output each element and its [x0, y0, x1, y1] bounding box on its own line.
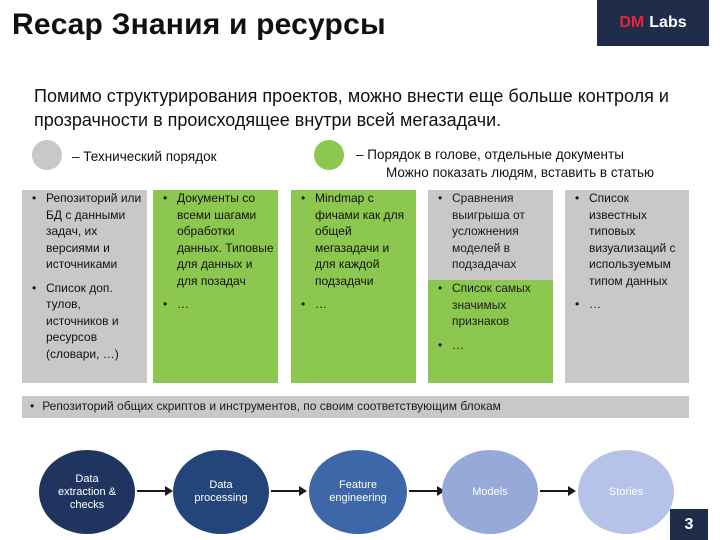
page-number: 3: [670, 509, 708, 540]
shared-scripts-text: Репозиторий общих скриптов и инструментов, по своим соответствующим блокам: [42, 399, 501, 413]
page-title: Recap Знания и ресурсы: [12, 8, 386, 41]
list-item: • Репозиторий или БД с данными задач, их версиями и источниками: [30, 190, 143, 273]
intro-paragraph: Помимо структурирования проектов, можно внести еще больше контроля и прозрачности в происходящее внутри всей мегазадачи.: [34, 86, 669, 130]
pipeline-step-stories: Stories: [578, 450, 674, 534]
card-models-comparison: [428, 190, 553, 280]
pipeline-step-data-processing: Data processing: [173, 450, 269, 534]
list-item: • …: [161, 296, 274, 313]
legend-green-line2: Можно показать людям, вставить в статью: [386, 165, 655, 180]
legend-green-line1: – Порядок в голове, отдельные документы: [356, 147, 624, 162]
card-processing-docs: [153, 190, 278, 383]
list-item: • Список доп. тулов, источников и ресурсов (словари, …): [30, 280, 143, 363]
brand-logo: [597, 0, 709, 46]
list-item: • Документы со всеми шагами обработки данных. Типовые для данных и для позадач: [161, 190, 274, 289]
legend-grey-text: – Технический порядок: [72, 149, 217, 164]
pipeline-step-feature-engineering: Feature engineering: [309, 450, 407, 534]
bullet-glyph: •: [30, 399, 35, 413]
list-item: • Список известных типовых визуализаций с используемым типом данных: [573, 190, 685, 289]
list-item: • …: [573, 296, 685, 313]
pipeline-step-models: Models: [442, 450, 538, 534]
list-item: • Сравнения выигрыша от усложнения моделей в подзадачах: [436, 190, 549, 273]
list-item: • …: [436, 337, 549, 354]
shared-scripts-bar: [22, 396, 689, 418]
list-item: • Mindmap с фичами как для общей мегазадачи и для каждой подзадачи: [299, 190, 412, 289]
legend-grey-dot: [32, 140, 62, 170]
list-item: • Список самых значимых признаков: [436, 280, 549, 330]
card-visualizations: [565, 190, 689, 383]
logo-labs: Labs: [649, 14, 687, 31]
list-item: • …: [299, 296, 412, 313]
card-models-features: [428, 280, 553, 383]
pipeline-step-data-extraction: Data extraction & checks: [39, 450, 135, 534]
legend-green-dot: [314, 140, 344, 170]
legend-green-text: [356, 146, 696, 182]
logo-dm: DM: [619, 14, 645, 31]
card-feature-mindmap: [291, 190, 416, 383]
card-technical-repo: [22, 190, 147, 383]
